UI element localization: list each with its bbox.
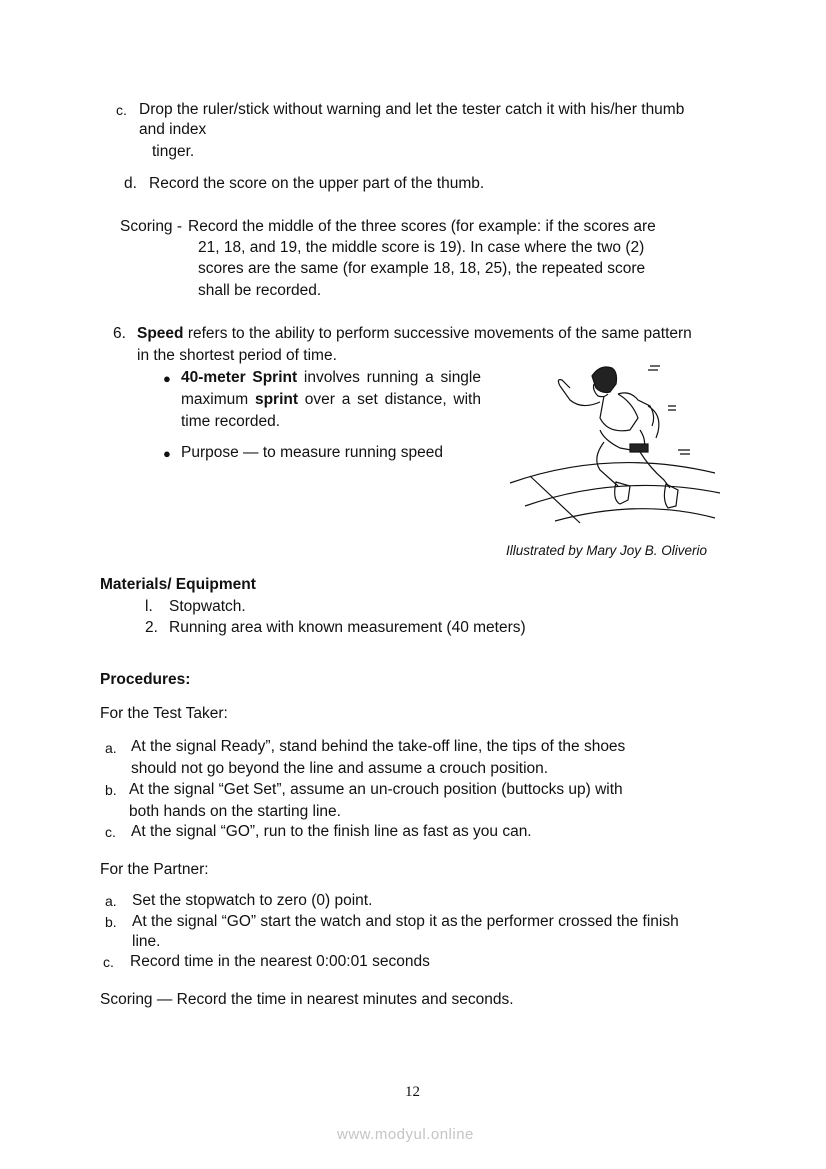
scoring-final: Scoring — Record the time in nearest minutes and seconds. [100, 991, 514, 1008]
step-c-line3: tinger. [152, 143, 195, 160]
bullet-icon: ● [163, 446, 171, 461]
test-taker-step-cont: should not go beyond the line and assume a crouch position. [131, 760, 549, 777]
material-item: Stopwatch. [169, 598, 246, 615]
sprint-text-2: over a set distance, with time recorded. [181, 391, 481, 430]
partner-step: Record time in the nearest 0:00:01 seconds [130, 953, 430, 970]
scoring-line3: scores are the same (for example 18, 18, 25), the repeated score [198, 260, 646, 277]
track-line [510, 463, 715, 483]
section-6-line1 [137, 324, 692, 343]
step-c-line2: and index [139, 121, 207, 138]
list-marker: a. [105, 740, 117, 756]
sprint-term: 40-meter Sprint [181, 369, 298, 386]
sprint-text-1: involves running a single maximum [181, 369, 481, 408]
partner-step: Set the stopwatch to zero (0) point. [132, 892, 373, 909]
scoring-line1: Record the middle of the three scores (for example: if the scores are [188, 218, 656, 235]
section-number: 6. [113, 325, 126, 342]
illustration-caption: Illustrated by Mary Joy B. Oliverio [506, 543, 708, 558]
test-taker-step: At the signal “GO”, run to the finish line as fast as you can. [131, 823, 532, 840]
bullet-sprint [181, 367, 481, 433]
step-c-line1: Drop the ruler/stick without warning and let the tester catch it with his/her thumb [139, 101, 685, 118]
track-line [530, 476, 580, 523]
list-marker: c. [105, 824, 116, 840]
speed-term: Speed [137, 325, 184, 342]
procedures-heading: Procedures: [100, 671, 191, 688]
list-marker: c. [116, 102, 127, 118]
scoring-line2: 21, 18, and 19, the middle score is 19). In case where the two (2) [198, 239, 645, 256]
test-taker-heading: For the Test Taker: [100, 705, 228, 722]
sprinter-illustration-icon [500, 358, 730, 528]
partner-step: At the signal “GO” start the watch and stop it as the performer crossed the finish [132, 913, 679, 930]
materials-heading: Materials/ Equipment [100, 576, 256, 593]
partner-step-cont: line. [132, 933, 161, 950]
step-d-text: Record the score on the upper part of the thumb. [149, 175, 485, 192]
material-item: Running area with known measurement (40 meters) [169, 619, 526, 636]
page-number: 12 [405, 1084, 420, 1100]
list-marker: a. [105, 893, 117, 909]
test-taker-step: At the signal Ready”, stand behind the take-off line, the tips of the shoes [131, 738, 626, 755]
list-marker: l. [145, 598, 153, 615]
scoring-label: Scoring - [120, 218, 183, 235]
list-marker: c. [103, 954, 114, 970]
bullet-icon: ● [163, 371, 171, 386]
partner-heading: For the Partner: [100, 861, 209, 878]
list-marker: 2. [145, 619, 158, 636]
track-line [555, 509, 715, 521]
list-marker: d. [124, 175, 137, 192]
speed-definition: refers to the ability to perform successive movements of the same pattern [183, 325, 692, 342]
section-6-line2: in the shortest period of time. [137, 347, 337, 364]
scoring-line4: shall be recorded. [198, 282, 322, 299]
watermark: www.modyul.online [337, 1126, 474, 1143]
sprint-bold: sprint [254, 391, 299, 408]
test-taker-step-cont: both hands on the starting line. [129, 803, 341, 820]
list-marker: b. [105, 914, 117, 930]
list-marker: b. [105, 782, 117, 798]
test-taker-step: At the signal “Get Set”, assume an un-crouch position (buttocks up) with [129, 781, 623, 798]
bullet-purpose: Purpose — to measure running speed [181, 444, 443, 461]
